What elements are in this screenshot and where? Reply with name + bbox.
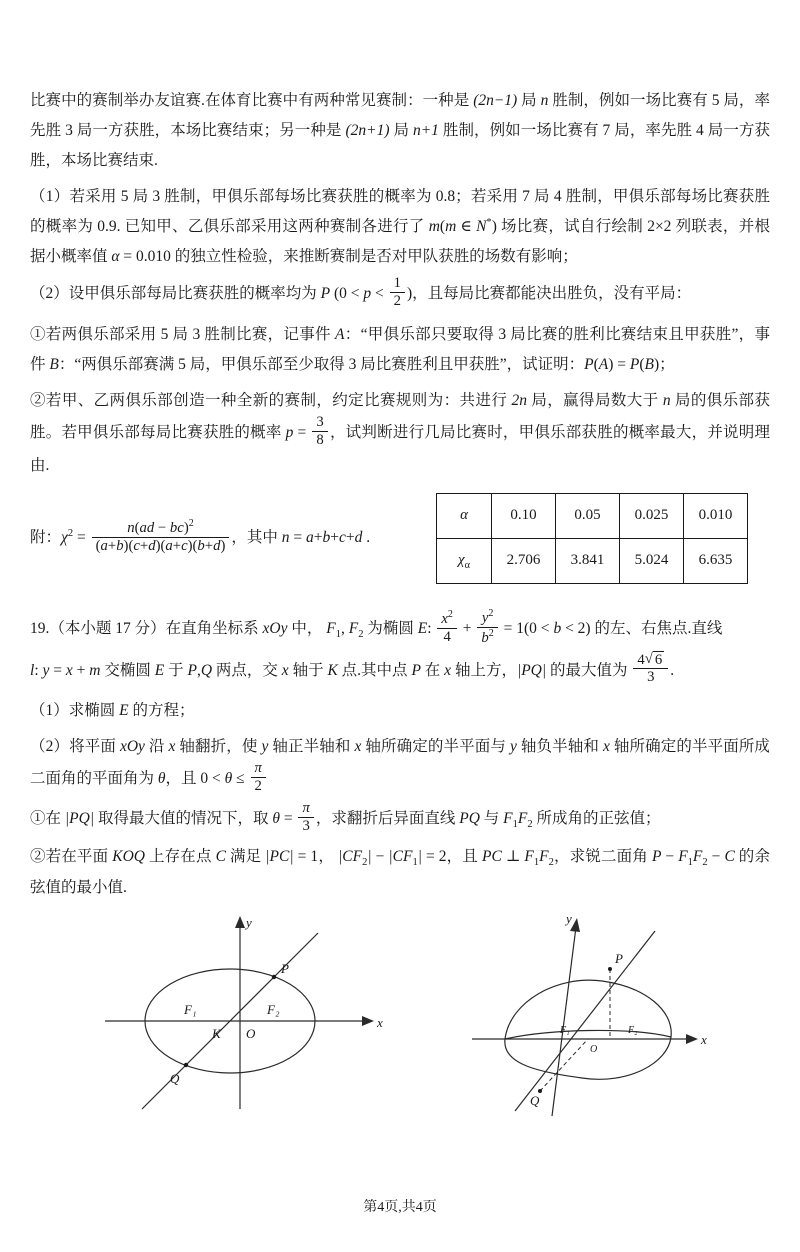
critical-value-table	[436, 493, 748, 584]
x-axis-label: x	[701, 1032, 707, 1048]
point-Q-label: Q	[170, 1071, 180, 1087]
y-axis	[552, 927, 576, 1116]
problem18-part2: （2）设甲俱乐部每局比赛获胜的概率均为 P (0 < p < $\frac{1}{2}$ )，且每局比赛都能决出胜负，没有平局：	[30, 275, 692, 310]
figures-row	[30, 911, 770, 1121]
point-Q	[184, 1063, 188, 1067]
table-cell: 0.05	[556, 493, 620, 538]
problem18-part2-sub2: ②若甲、乙两俱乐部创造一种全新的赛制，约定比赛规则为：共进行 2n 局，赢得局数大于 n 局的俱乐部获胜。若甲俱乐部每局比赛获胜的概率 p = $\frac{3}{8}$ ，试判断进行几局比赛时，甲俱乐部获胜的概率最大，并说明理由.	[30, 391, 770, 474]
focus-F2-label: F₂	[267, 1002, 280, 1018]
origin-O-label: O	[590, 1044, 598, 1056]
table-cell: 3.841	[556, 538, 620, 583]
x-axis-arrow-icon	[362, 1016, 374, 1026]
table-cell: 0.025	[620, 493, 684, 538]
point-P-label: P	[281, 961, 289, 977]
y-axis-label: y	[566, 911, 572, 927]
x-axis-arrow-icon	[686, 1034, 698, 1044]
table-cell: $\chi_\alpha$	[437, 538, 492, 583]
table-row	[437, 493, 748, 538]
figure-ellipse-plane	[90, 911, 390, 1111]
problem19-statement: 19.（本小题 17 分）在直角坐标系 xOy 中， $F_1$, $F_2$ 为椭圆 E: $\frac{x^2}{4}$ + $\frac{y^2}{b^2}$ = 1(0 < b < 2) 的左、右焦点.直线	[30, 607, 723, 646]
problem19-line: l: y = x + m 交椭圆 E 于 P,Q 两点，交 x 轴于 K 点.其中点 P 在 x 轴上方，|PQ| 的最大值为 $\frac{4√ 6}{3}$ .	[30, 650, 675, 686]
problem18-intro: 比赛中的赛制举办友谊赛.在体育比赛中有两种常见赛制：一种是 (2n−1) 局 n 胜制，例如一场比赛有 5 局，率先胜 3 局一方获胜，本场比赛结束；另一种是 (2n+1) 局 n+1 胜制，例如一场比赛有 7 局，率先胜 4 局一方获胜，本场比赛结束.	[30, 92, 770, 170]
chi-square-formula: 附：$\chi^2$ = $\frac{n(ad - bc)^2}{(a+b)(c+d)(a+c)(b+d)}$ ，其中 n = a+b+c+d .	[30, 518, 371, 554]
table-cell: 0.010	[684, 493, 748, 538]
problem18-part1: （1）若采用 5 局 3 胜制，甲俱乐部每场比赛获胜的概率为 0.8；若采用 7 局 4 胜制，甲俱乐部每场比赛获胜的概率为 0.9. 已知甲、乙俱乐部采用这两种赛制各进行了 m(m ∈ N*) 场比赛，试自行绘制 2×2 列联表，并根据小概率值 α = 0.010 的独立性检验，来推断赛制是否对甲队获胜的场数有影响；	[30, 187, 770, 266]
fold-crease-curve	[505, 1031, 671, 1040]
table-cell: α	[437, 493, 492, 538]
figure-folded-plane	[460, 911, 710, 1121]
line-l	[515, 931, 655, 1111]
chi-square-section	[30, 493, 770, 584]
point-Q-label: Q	[530, 1093, 540, 1109]
problem18-part2-sub1: ①若两俱乐部采用 5 局 3 胜制比赛，记事件 A：“甲俱乐部只要取得 3 局比赛的胜利比赛结束且甲获胜”，事件 B：“两俱乐部赛满 5 局，甲俱乐部至少取得 3 局比赛胜利且甲获胜”，试证明：P(A) = P(B)；	[30, 326, 770, 374]
y-axis-label: y	[246, 915, 252, 931]
table-row	[437, 538, 748, 583]
folded-ellipse-curve	[505, 981, 671, 1080]
x-axis-label: x	[377, 1015, 383, 1031]
focus-F1-label: F₁	[184, 1002, 197, 1018]
y-axis-arrow-icon	[235, 916, 245, 928]
Q-projection-dashed	[540, 1039, 588, 1091]
point-P	[608, 967, 612, 971]
focus-F2-label: F₂	[628, 1025, 638, 1037]
point-P	[272, 975, 276, 979]
problem19-part2-sub2: ②若在平面 KOQ 上存在点 C 满足 |PC| = 1， $|CF_2| - |CF_1| = 2$，且 PC ⊥ $F_1F_2$，求锐二面角 $P - F_1F_2 - C$ 的余弦值的最小值.	[30, 847, 770, 897]
problem19-part2-sub1: ①在 |PQ| 取得最大值的情况下，取 θ = $\frac{\pi}{3}$ ，求翻折后异面直线 PQ 与 $F_1F_2$ 所成角的正弦值；	[30, 799, 661, 834]
table-cell: 6.635	[684, 538, 748, 583]
problem19-part2: （2）将平面 xOy 沿 x 轴翻折，使 y 轴正半轴和 x 轴所确定的半平面与 y 轴负半轴和 x 轴所确定的半平面所成二面角的平面角为 θ，且 0 < θ ≤ $\frac{\pi}{2}$	[30, 737, 770, 794]
table-cell: 0.10	[492, 493, 556, 538]
table-cell: 5.024	[620, 538, 684, 583]
point-P-label: P	[615, 951, 623, 967]
point-K-label: K	[212, 1026, 221, 1042]
problem19-part1: （1）求椭圆 E 的方程；	[30, 702, 195, 720]
page-footer: 第4页,共4页	[363, 1200, 437, 1215]
table-cell: 2.706	[492, 538, 556, 583]
focus-F1-label: F₁	[560, 1025, 570, 1037]
origin-O-label: O	[246, 1026, 256, 1042]
